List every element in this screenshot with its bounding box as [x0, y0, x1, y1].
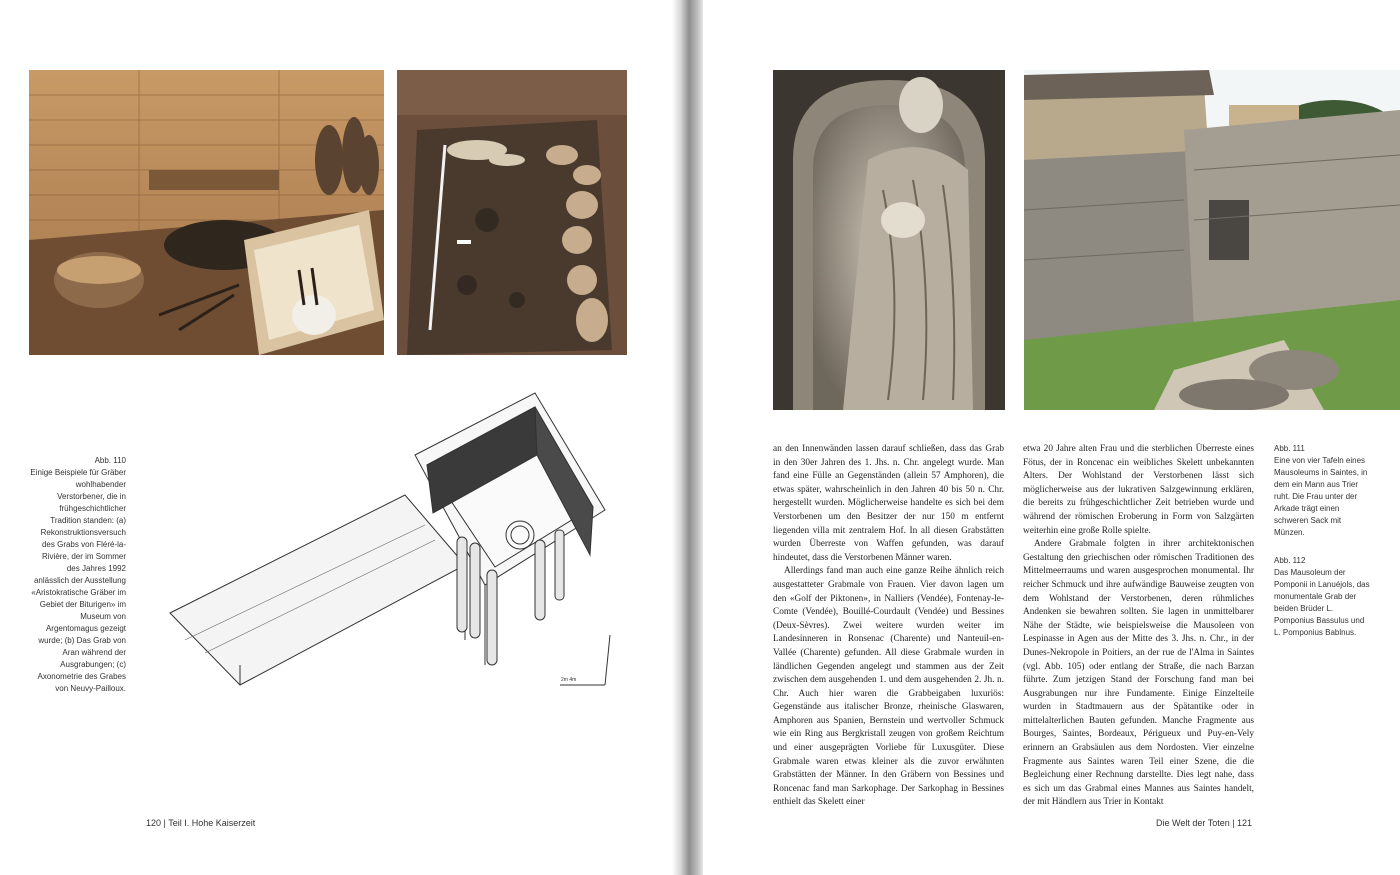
- photo-mausoleum-lanuejols: [1024, 70, 1400, 410]
- axonometric-drawing: [165, 385, 615, 690]
- scale-label: 2m 4m: [561, 677, 577, 683]
- caption-110-label: Abb. 110: [94, 456, 126, 465]
- folio-right: Die Welt der Toten | 121: [1156, 818, 1253, 828]
- photo-grave-reconstruction: [29, 70, 384, 355]
- body-column-2: [1023, 443, 1254, 810]
- right-page: [703, 0, 1400, 875]
- paragraph: etwa 20 Jahre alten Frau und die sterblichen Überreste eines Fötus, der in Roncenac ein weibliches Skelett unbekannten Alters. Der Wohlstand der Verstorbenen lässt sich möglicherweise aus der lukrativen Salzgewinnung erklären, die bereits zu frühgeschichtlicher Zeit betrieben wurde und während der römischen Eroberung in Form von Salzgärten weiterhin eine große Rolle spielte.: [1023, 444, 1254, 536]
- paragraph: an den Innenwänden lassen darauf schließen, dass das Grab in den 30er Jahren des 1. Jhs. n. Chr. angelegt wurde. Man fand eine Fülle an Gegenständen (allein 57 Amphoren), die etwas später, wahrscheinlich in den Jahren 40 bis 50 n. Chr. hergestellt wurden. Möglicherweise handelte es sich bei dem Verstorbenen um den Besitzer der nur 150 m entfernt liegenden villa mit zentralem Hof. In all diesen Grabstätten wurden Überreste von Waffen gefunden, was darauf hindeutet, dass die Verstorbenen Männer waren.: [773, 444, 1004, 563]
- caption-111-text: Eine von vier Tafeln eines Mausoleums in Saintes, in dem ein Mann aus Trier ruht. Die Frau unter der Arkade trägt einen schweren Sack mit Münzen.: [1274, 456, 1368, 537]
- caption-112-text: Das Mausoleum der Pomponii in Lanuéjols, das monumentale Grab der beiden Brüder L. Pomponius Bassulus und L. Pomponius Bablnus.: [1274, 568, 1370, 637]
- body-column-1: [773, 443, 1004, 810]
- caption-112-label: Abb. 112: [1274, 556, 1306, 565]
- book-gutter: [672, 0, 706, 875]
- caption-110-text: Einige Beispiele für Gräber wohlhabender Verstorbener, die in frühgeschichtlicher Tradition standen: (a) Rekonstruktionsversuch des Grabs von Fléré-la-Rivière, der im Sommer des Jahres 1992 anlässlich der Ausstellung «Aristokratische Gräber im Gebiet der Biturigen» im Museum von Argentomagus gezeigt wurde; (b) Das Grab von Aran während der Ausgrabungen; (c) Axonometrie des Grabes von Neuvy-Pailloux.: [30, 468, 126, 693]
- paragraph: Andere Grabmale folgten in ihrer architektonischen Gestaltung den griechischen oder römischen Traditionen des Mittelmeerraums und waren ausgesprochen monumental. Ihr reicher Schmuck und ihre aufwändige Bauweise zeugten von dem Wohlstand der Verstorbenen, deren rühmliches Andenken sie bewahren sollten. Sie lagen in unmittelbarer Nähe der Städte, wie beispielsweise die Mausoleen von Lespinasse in Agen aus der Mitte des 3. Jhs. n. Chr., in der Dunes-Nekropole in Poitiers, an der rue de l'Alma in Saintes (vgl. Abb. 105) oder entlang der Straße, die nach Barzan führte. Zum jetzigen Stand der Forschung fand man bei Ausgrabungen nur ihre Fundamente. Einige Einzelteile wurden in Stadtmauern aus der Spätantike oder in mittelalterlichen Bauten gefunden. Manche Fragmente aus Bourges, Saintes, Bordeaux, Périgueux und Puy-en-Vely erinnern an Grabsäulen aus dem Nordosten. Vier einzelne Fragmente aus Saintes waren Teil einer Szene, die die Begleichung einer Rechnung darstellte. Dies legt nahe, dass es sich um das Grabmal eines Mannes aus Saintes handelt, der mit Händlern aus Trier in Kontakt: [1023, 539, 1254, 808]
- caption-abb-112: [1274, 555, 1372, 639]
- paragraph: Allerdings fand man auch eine ganze Reihe ähnlich reich ausgestatteter Grabmale von Frauen. Vier davon lagen um den «Golf der Piktonen», in Nalliers (Vendée), Fontenay-le-Comte (Vendée), Bouillé-Courdault (Vendée) und Bessines (Deux-Sèvres). Zwei weitere wurden weiter im Landesinneren in Ronsenac (Charente) und Nanteuil-en-Vallée (Charente) gefunden. All diese Grabmale wurden in ländlichen Gegenden angelegt und stammen aus der Zeit zwischen dem ausgehenden 1. und dem ausgehenden 2. Jh. n. Chr. Auch hier waren die Grabbeigaben luxuriös: Gegenstände aus italischer Bronze, rheinische Glaswaren, Amphoren aus Spanien, Bernstein und wertvoller Schmuck wie ein Ring aus Bergkristall zeugen von großem Reichtum und einer ausgeprägten Vorliebe für Luxusgüter. Diese Grabmale waren etwas kleiner als die zuvor erwähnten Grabstätten der Männer. In den Gräbern von Bessines und Roncenac fand man Sarkophage. Der Sarkophag in Bessines enthielt das Skelett einer: [773, 566, 1004, 808]
- left-page: [0, 0, 680, 875]
- caption-111-label: Abb. 111: [1274, 444, 1305, 453]
- folio-left: 120 | Teil I. Hohe Kaiserzeit: [146, 818, 256, 828]
- photo-grave-excavation: [397, 70, 627, 355]
- photo-relief-saintes: [773, 70, 1005, 410]
- caption-abb-111: [1274, 443, 1372, 539]
- caption-abb-110: [30, 455, 126, 695]
